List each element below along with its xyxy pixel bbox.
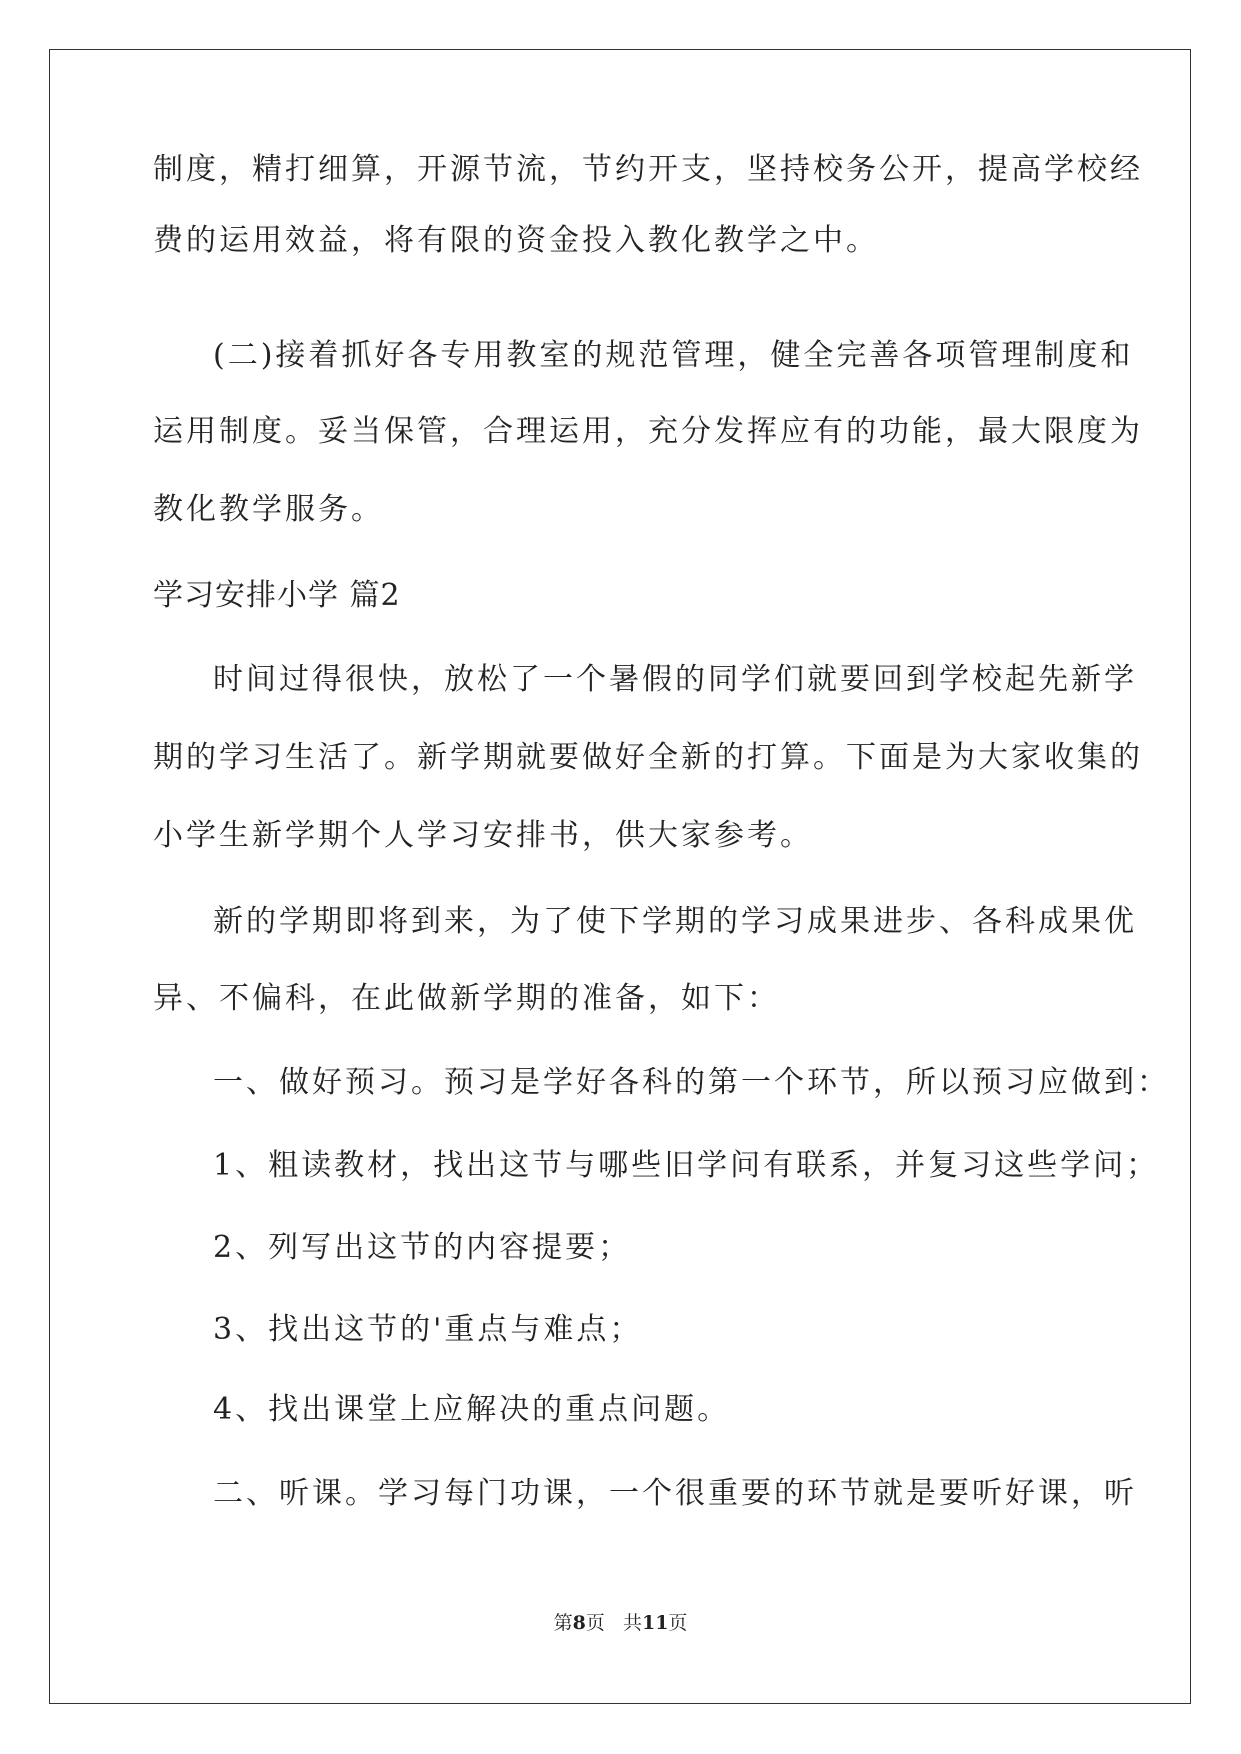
- list-item: 2、列写出这节的内容提要；: [213, 1230, 632, 1265]
- text-line: 二、听课。学习每门功课，一个很重要的环节就是要听好课，听: [213, 1476, 1137, 1511]
- list-item: 3、找出这节的'重点与难点；: [213, 1312, 643, 1347]
- total-prefix: 共: [622, 1612, 642, 1634]
- section-heading: 学习安排小学 篇2: [153, 578, 401, 613]
- text-line: (二)接着抓好各专用教室的规范管理，健全完善各项管理制度和: [213, 338, 1134, 373]
- text-line: 小学生新学期个人学习安排书，供大家参考。: [153, 818, 813, 853]
- text-line: 新的学期即将到来，为了使下学期的学习成果进步、各科成果优: [213, 904, 1137, 939]
- text-line: 时间过得很快，放松了一个暑假的同学们就要回到学校起先新学: [213, 662, 1137, 697]
- page-number: 8: [572, 1612, 586, 1634]
- text-line: 异、不偏科，在此做新学期的准备，如下：: [153, 981, 780, 1016]
- page-prefix: 第: [553, 1612, 573, 1634]
- total-suffix: 页: [668, 1612, 688, 1634]
- page-footer: [0, 1611, 1241, 1635]
- text-line: 费的运用效益，将有限的资金投入教化教学之中。: [153, 223, 879, 258]
- total-pages: 11: [641, 1612, 669, 1634]
- text-line: 制度，精打细算，开源节流，节约开支，坚持校务公开，提高学校经: [153, 152, 1143, 187]
- text-line: 运用制度。妥当保管，合理运用，充分发挥应有的功能，最大限度为: [153, 414, 1143, 449]
- text-line: 教化教学服务。: [153, 492, 384, 527]
- text-line: 期的学习生活了。新学期就要做好全新的打算。下面是为大家收集的: [153, 740, 1143, 775]
- text-line: 一、做好预习。预习是学好各科的第一个环节，所以预习应做到：: [213, 1065, 1170, 1100]
- list-item: 1、粗读教材，找出这节与哪些旧学问有联系，并复习这些学问；: [213, 1148, 1160, 1183]
- list-item: 4、找出课堂上应解决的重点问题。: [213, 1392, 731, 1427]
- page-frame: [49, 49, 1191, 1704]
- page-suffix: 页: [585, 1612, 605, 1634]
